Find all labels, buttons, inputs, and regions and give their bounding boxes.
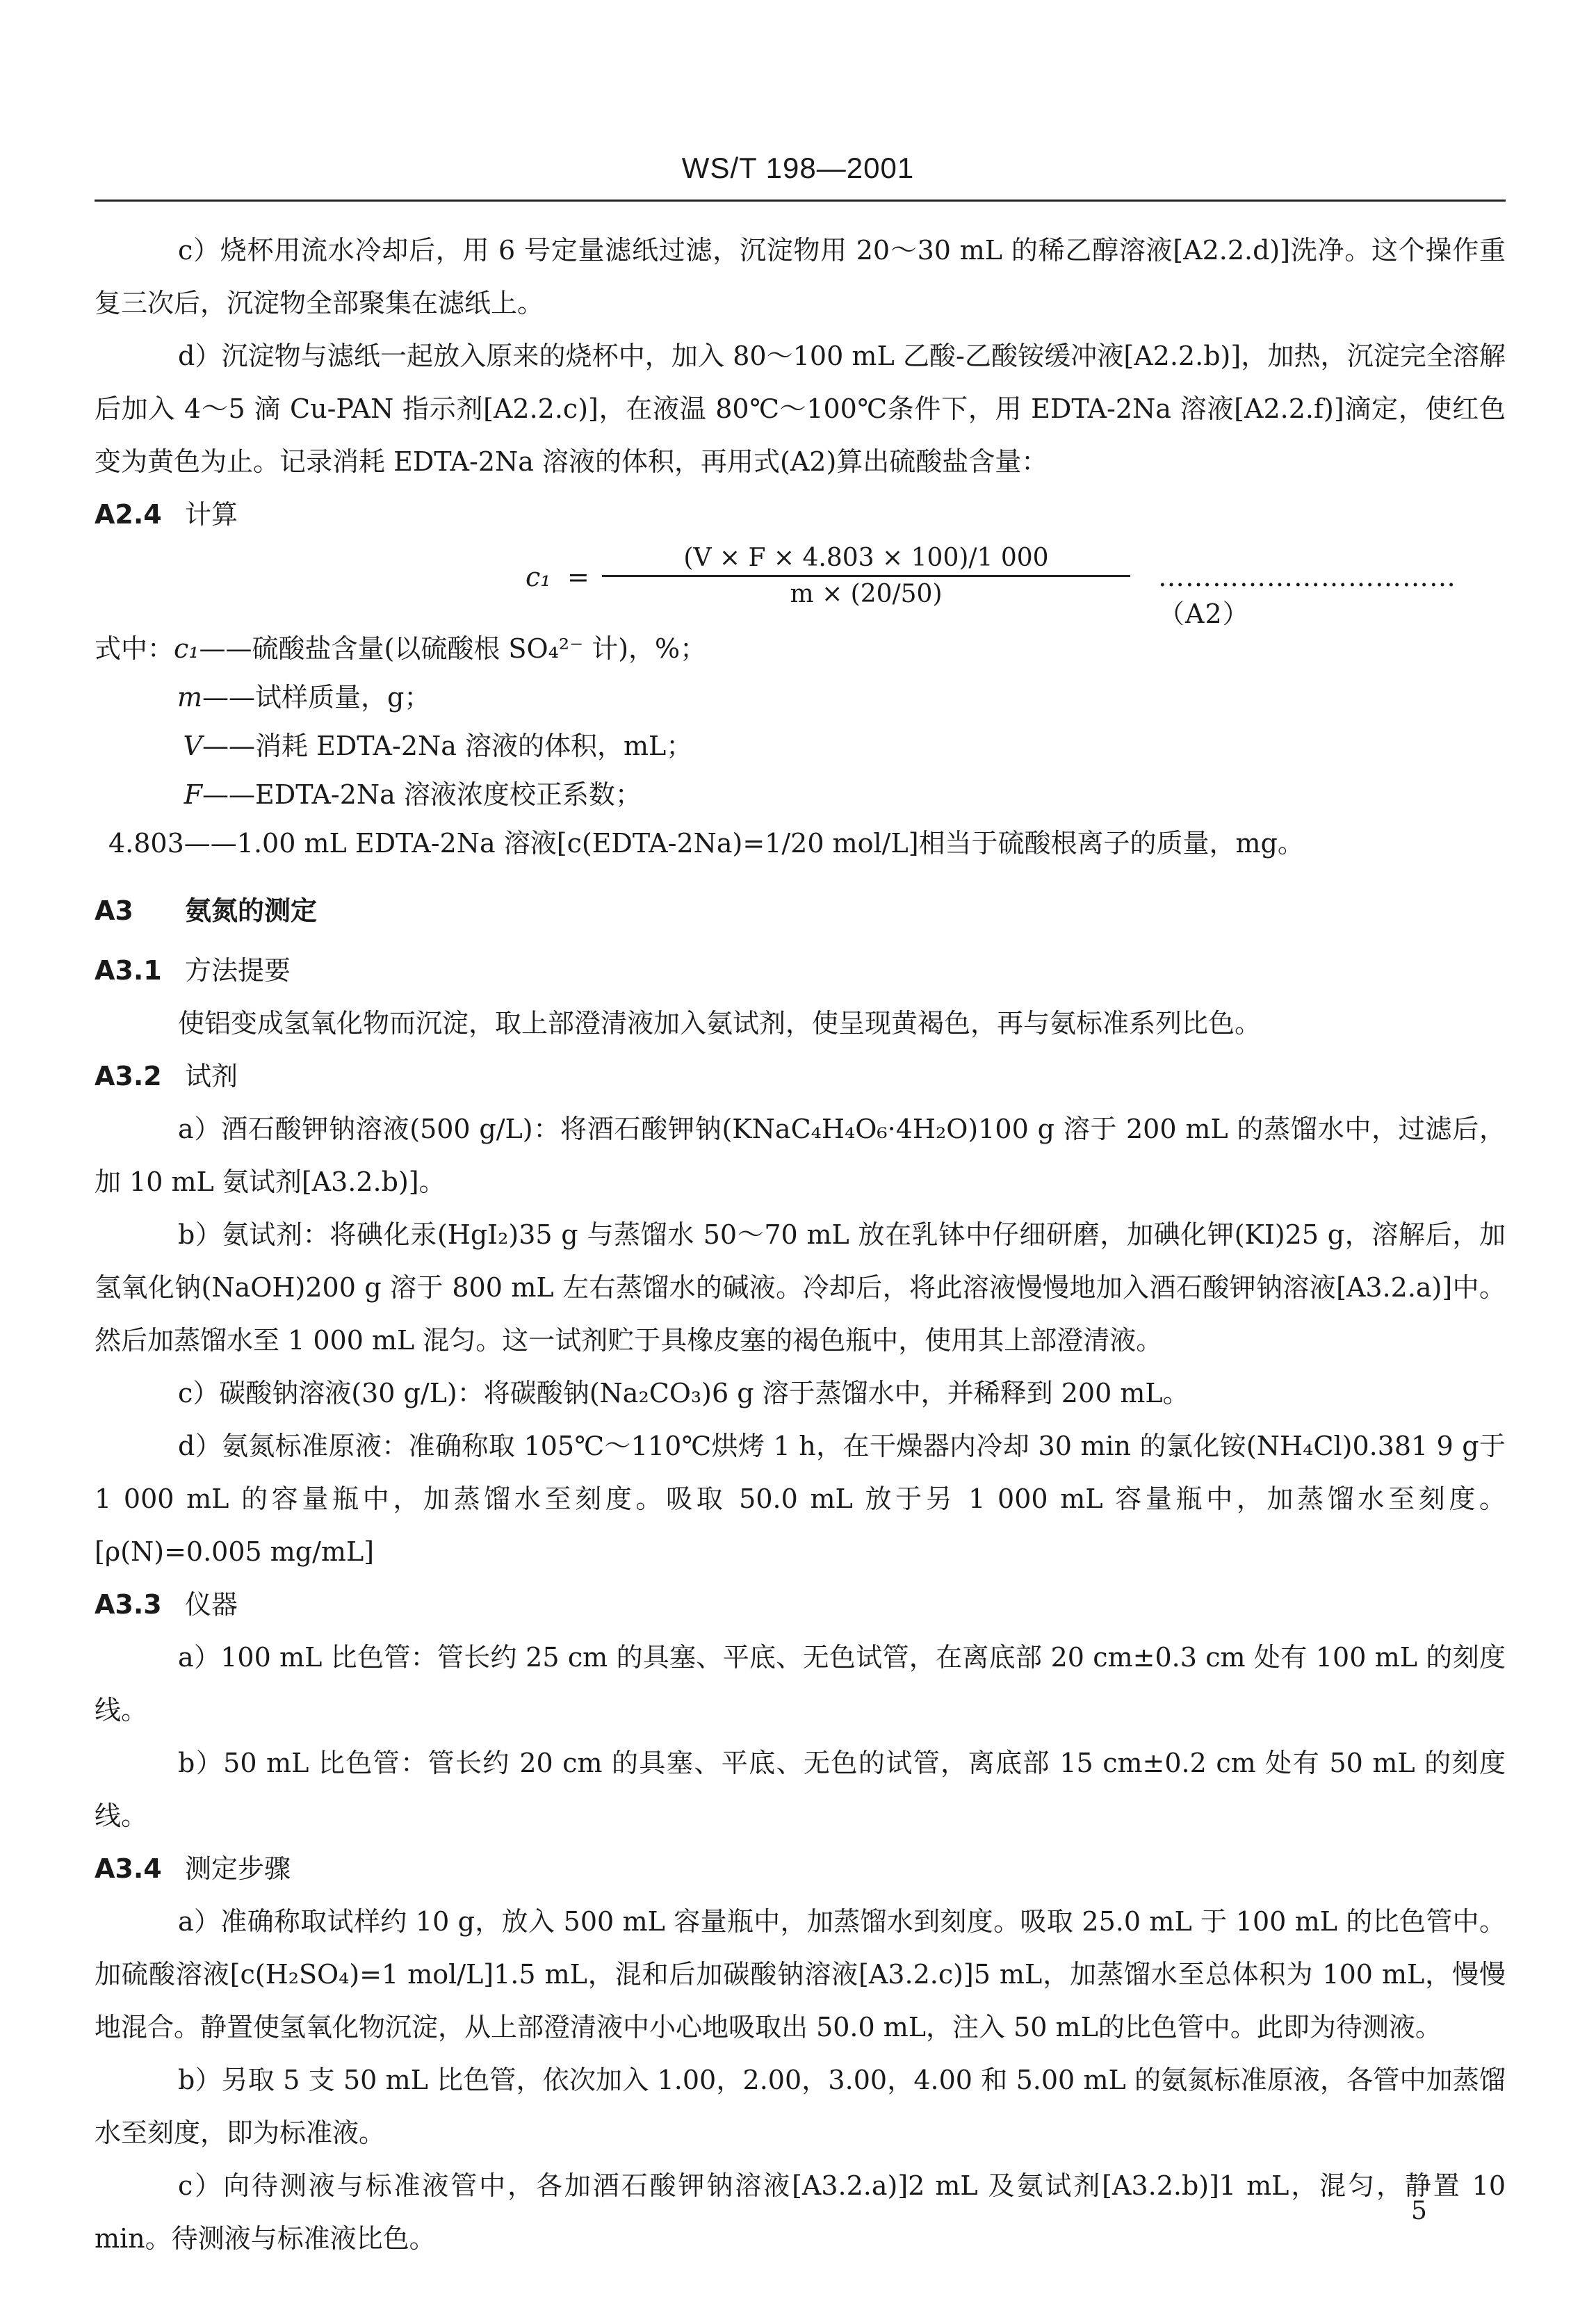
where-list (95, 624, 1506, 868)
heading-a2-4 (95, 488, 1506, 541)
list-item: a）100 mL 比色管：管长约 25 cm 的具塞、平底、无色试管，在离底部 20 cm±0.3 cm 处有 100 mL 的刻度线。 (95, 1642, 1506, 1725)
heading-number: A3.1 (95, 955, 162, 986)
list-item: a）酒石酸钾钠溶液(500 g/L)：将酒石酸钾钠(KNaC₄H₄O₆·4H₂O)100 g 溶于 200 mL 的蒸馏水中，过滤后，加 10 mL 氨试剂[A3.2.b)]。 (95, 1114, 1506, 1197)
heading-number: A2.4 (95, 499, 162, 530)
where-text: ——消耗 EDTA-2Na 溶液的体积，mL； (202, 731, 693, 761)
where-line (95, 673, 1506, 722)
heading-a3-4 (95, 1842, 1506, 1895)
header-rule (95, 200, 1506, 202)
where-symbol: 4.803 (108, 828, 184, 859)
heading-title: 试剂 (185, 1061, 238, 1091)
list-item: d）氨氮标准原液：准确称取 105℃～110℃烘烤 1 h，在干燥器内冷却 30 min 的氯化铵(NH₄Cl)0.381 9 g于 1 000 mL 的容量瓶中，加蒸馏水至刻度。吸取 50.0 mL 放于另 1 000 mL 容量瓶中，加蒸馏水至刻度。[ρ(N)=0.005 mg/mL] (95, 1431, 1506, 1567)
paragraph-c: c）烧杯用流水冷却后，用 6 号定量滤纸过滤，沉淀物用 20～30 mL 的稀乙醇溶液[A2.2.d)]洗净。这个操作重复三次后，沉淀物全部聚集在滤纸上。 (95, 235, 1506, 318)
page-number: 5 (1411, 2197, 1427, 2225)
list-item: a）准确称取试样约 10 g，放入 500 mL 容量瓶中，加蒸馏水到刻度。吸取 25.0 mL 于 100 mL 的比色管中。加硫酸溶液[c(H₂SO₄)=1 mol/L]1.5 mL，混和后加碳酸钠溶液[A3.2.c)]5 mL，加蒸馏水至总体积为 100 mL，慢慢地混合。静置使氢氧化物沉淀，从上部澄清液中小心地吸取出 50.0 mL，注入 50 mL的比色管中。此即为待测液。 (95, 1906, 1506, 2042)
heading-number: A3.3 (95, 1589, 162, 1620)
where-prefix: 式中： (95, 633, 174, 664)
heading-a3-3 (95, 1578, 1506, 1631)
formula-lhs: c₁ (526, 562, 551, 592)
where-line (95, 819, 1506, 868)
list-item: b）氨试剂：将碘化汞(HgI₂)35 g 与蒸馏水 50～70 mL 放在乳钵中仔细研磨，加碘化钾(KI)25 g，溶解后，加氢氧化钠(NaOH)200 g 溶于 800 mL 左右蒸馏水的碱液。冷却后，将此溶液慢慢地加入酒石酸钾钠溶液[A3.2.a)]中。然后加蒸馏水至 1 000 mL 混匀。这一试剂贮于具橡皮塞的褐色瓶中，使用其上部澄清液。 (95, 1219, 1506, 1356)
heading-title: 仪器 (185, 1589, 238, 1620)
heading-number: A3.4 (95, 1853, 162, 1884)
where-symbol: F (184, 779, 202, 810)
list-item: b）另取 5 支 50 mL 比色管，依次加入 1.00，2.00，3.00，4.00 和 5.00 mL 的氨氮标准原液，各管中加蒸馏水至刻度，即为标准液。 (95, 2065, 1506, 2148)
heading-title: 计算 (185, 499, 238, 530)
where-text: ——试样质量，g； (202, 682, 431, 713)
heading-a3-1 (95, 944, 1506, 997)
where-text: ——EDTA-2Na 溶液浓度校正系数； (202, 779, 642, 810)
where-line (95, 722, 1506, 770)
formula-equals: = (567, 562, 589, 592)
formula-tag: ……………………………（A2） (1158, 562, 1456, 629)
page-content (95, 224, 1506, 2265)
formula-fraction (602, 544, 1130, 608)
where-symbol: c₁ (174, 633, 200, 664)
list-item: c）碳酸钠溶液(30 g/L)：将碳酸钠(Na₂CO₃)6 g 溶于蒸馏水中，并稀释到 200 mL。 (178, 1378, 1189, 1408)
heading-title: 测定步骤 (185, 1853, 291, 1884)
list-item: c）向待测液与标准液管中，各加酒石酸钾钠溶液[A3.2.a)]2 mL 及氨试剂[A3.2.b)]1 mL，混匀，静置 10 min。待测液与标准液比色。 (95, 2170, 1506, 2254)
paragraph-a3-1: 使铝变成氢氧化物而沉淀，取上部澄清液加入氨试剂，使呈现黄褐色，再与氨标准系列比色。 (178, 1008, 1262, 1039)
formula-denominator: m × (20/50) (790, 580, 943, 608)
where-symbol: m (177, 682, 202, 713)
list-item: b）50 mL 比色管：管长约 20 cm 的具塞、平底、无色的试管，离底部 15 cm±0.2 cm 处有 50 mL 的刻度线。 (95, 1748, 1506, 1831)
section-a3 (95, 884, 1506, 937)
formula-a2 (95, 541, 1506, 629)
where-line (95, 624, 1506, 673)
heading-a3-2 (95, 1050, 1506, 1103)
heading-title: 方法提要 (185, 955, 291, 986)
paragraph-d: d）沉淀物与滤纸一起放入原来的烧杯中，加入 80～100 mL 乙酸-乙酸铵缓冲液[A2.2.b)]，加热，沉淀完全溶解后加入 4～5 滴 Cu-PAN 指示剂[A2.2.c)]，在液温 80℃～100℃条件下，用 EDTA-2Na 溶液[A2.2.f)]滴定，使红色变为黄色为止。记录消耗 EDTA-2Na 溶液的体积，再用式(A2)算出硫酸盐含量： (95, 341, 1506, 477)
formula-numerator: (V × F × 4.803 × 100)/1 000 (602, 544, 1130, 577)
where-text: ——硫酸盐含量(以硫酸根 SO₄²⁻ 计)，%； (199, 633, 707, 664)
where-line (95, 770, 1506, 819)
where-text: ——1.00 mL EDTA-2Na 溶液[c(EDTA-2Na)=1/20 mol/L]相当于硫酸根离子的质量，mg。 (184, 828, 1304, 859)
page-header: WS/T 198—2001 (681, 152, 915, 184)
section-number: A3 (95, 895, 133, 926)
where-symbol: V (183, 731, 202, 761)
section-title: 氨氮的测定 (185, 895, 318, 926)
heading-number: A3.2 (95, 1061, 162, 1091)
